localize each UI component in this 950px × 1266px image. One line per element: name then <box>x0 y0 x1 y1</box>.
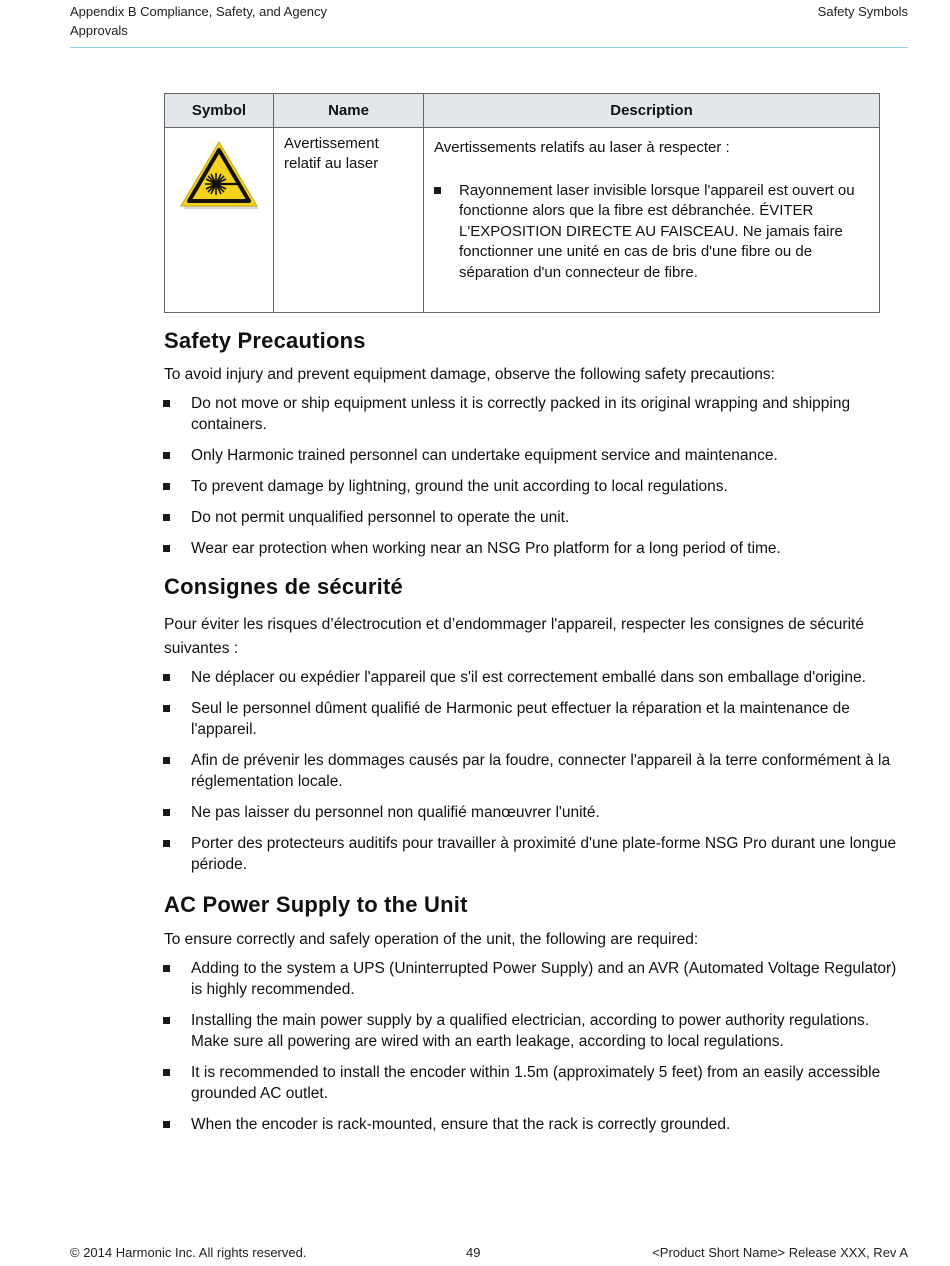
section-intro: To ensure correctly and safely operation of the unit, the following are required: <box>164 931 699 948</box>
list-item <box>160 958 906 1000</box>
list-item-text: It is recommended to install the encoder within 1.5m (approximately 5 feet) from an easily accessible grounded AC outlet. <box>191 1064 881 1102</box>
list-item-text: To prevent damage by lightning, ground the unit according to local regulations. <box>191 478 728 495</box>
list-item-text: Only Harmonic trained personnel can undertake equipment service and maintenance. <box>191 447 778 464</box>
symbol-cell <box>165 128 274 313</box>
section-intro: Pour éviter les risques d’électrocution et d’endommager l'appareil, respecter les consignes de sécurité suivantes : <box>164 616 864 657</box>
bullet-icon <box>163 965 170 972</box>
column-header-description: Description <box>424 94 880 128</box>
list-item <box>160 393 906 435</box>
list-item-text: When the encoder is rack-mounted, ensure that the rack is correctly grounded. <box>191 1116 731 1133</box>
bullet-icon <box>163 1069 170 1076</box>
list-item-text: Seul le personnel dûment qualifié de Harmonic peut effectuer la réparation et la maintenance de l'appareil. <box>191 700 850 738</box>
list-item <box>160 1114 906 1135</box>
footer-release: <Product Short Name> Release XXX, Rev A <box>652 1245 908 1260</box>
bullet-icon <box>163 1121 170 1128</box>
bullet-icon <box>163 545 170 552</box>
list-item <box>160 802 906 823</box>
list-item <box>160 1062 906 1104</box>
bullet-icon <box>163 400 170 407</box>
bullet-list <box>160 958 906 1135</box>
list-item-text: Ne pas laisser du personnel non qualifié manœuvrer l'unité. <box>191 804 600 821</box>
section-title: Consignes de sécurité <box>164 574 403 599</box>
bullet-icon <box>163 452 170 459</box>
list-item-text: Do not move or ship equipment unless it is correctly packed in its original wrapping and shipping containers. <box>191 395 851 433</box>
description-bullet <box>434 181 869 284</box>
bullet-icon <box>163 1017 170 1024</box>
list-item-text: Adding to the system a UPS (Uninterrupted Power Supply) and an AVR (Automated Voltage Regulator) is highly recommended. <box>191 960 897 998</box>
description-intro: Avertissements relatifs au laser à respecter : <box>434 139 730 156</box>
bullet-icon <box>163 840 170 847</box>
list-item <box>160 538 906 559</box>
bullet-icon <box>163 514 170 521</box>
section-ac-power-supply <box>164 891 906 1135</box>
list-item <box>160 667 906 688</box>
list-item-text: Do not permit unqualified personnel to operate the unit. <box>191 509 570 526</box>
bullet-icon <box>163 483 170 490</box>
list-item-text: Wear ear protection when working near an NSG Pro platform for a long period of time. <box>191 540 781 557</box>
bullet-icon <box>163 809 170 816</box>
column-header-symbol: Symbol <box>165 94 274 128</box>
bullet-list <box>160 667 906 875</box>
list-item <box>160 507 906 528</box>
section-intro: To avoid injury and prevent equipment damage, observe the following safety precautions: <box>164 366 775 383</box>
laser-warning-icon <box>177 138 261 212</box>
list-item-text: Afin de prévenir les dommages causés par la foudre, connecter l'appareil à la terre conformément à la réglementation locale. <box>191 752 891 790</box>
section-title: Safety Precautions <box>164 328 366 353</box>
page-content <box>164 93 906 1135</box>
column-header-name: Name <box>274 94 424 128</box>
list-item <box>160 750 906 792</box>
list-item-text: Installing the main power supply by a qualified electrician, according to power authority regulations. Make sure all powering are wired with an earth leakage, according to local regulations. <box>191 1012 870 1050</box>
list-item <box>160 476 906 497</box>
bullet-list <box>160 393 906 559</box>
page-footer <box>70 1245 908 1265</box>
header-section-title: Safety Symbols <box>817 4 908 19</box>
list-item <box>160 445 906 466</box>
symbol-description-cell <box>424 128 880 313</box>
footer-copyright: © 2014 Harmonic Inc. All rights reserved. <box>70 1245 307 1260</box>
table-header-row <box>165 94 880 128</box>
section-title: AC Power Supply to the Unit <box>164 892 468 917</box>
table-row <box>165 128 880 313</box>
list-item <box>160 1010 906 1052</box>
section-safety-precautions <box>164 327 906 559</box>
bullet-icon <box>163 757 170 764</box>
header-chapter-title: Appendix B Compliance, Safety, and Agency Approvals <box>70 4 328 38</box>
bullet-icon <box>163 674 170 681</box>
safety-symbol-table <box>164 93 880 313</box>
page-header <box>70 2 908 48</box>
list-item-text: Ne déplacer ou expédier l'appareil que s'il est correctement emballé dans son emballage d'origine. <box>191 669 866 686</box>
list-item <box>160 833 906 875</box>
list-item-text: Porter des protecteurs auditifs pour travailler à proximité d'une plate-forme NSG Pro durant une longue période. <box>191 835 897 873</box>
description-bullet-text: Rayonnement laser invisible lorsque l'appareil est ouvert ou fonctionne alors que la fibre est débranchée. ÉVITER L'EXPOSITION DIRECTE AU FAISCEAU. Ne jamais faire fonctionner une unité en cas de bris d'une fibre ou de séparation d'un connecteur de fibre. <box>459 181 855 281</box>
symbol-name-cell: Avertissement relatif au laser <box>274 128 424 313</box>
bullet-icon <box>163 705 170 712</box>
bullet-icon <box>434 187 441 194</box>
section-consignes-de-securite <box>164 573 906 875</box>
list-item <box>160 698 906 740</box>
footer-page-number: 49 <box>466 1245 481 1260</box>
